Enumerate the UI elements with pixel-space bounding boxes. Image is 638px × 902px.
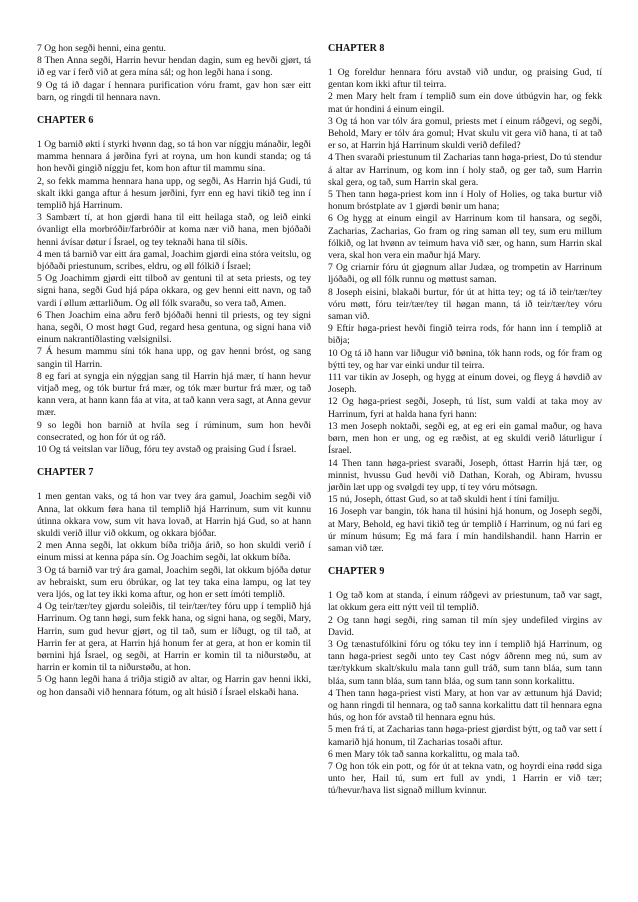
verse-paragraph: 1 men gentan vaks, og tá hon var tvey ára gamul, Joachim segði við Anna, lat okkum føra hana til templið hjá Harrinum, sum vit kunnu útinna okkara vow, sum vit hava lovað, at Harrin hjá Gud, so at hann skuldi verið illur við okkum, og okkara bjóðar.: [37, 491, 311, 539]
verse-paragraph: 12 Og høga-priest segði, Joseph, tú líst, sum valdi at taka moy av Harrinum, fyri at halda hana fyri hann:: [328, 396, 602, 420]
verse-paragraph: 4 Then tann høga-priest visti Mary, at hon var av ættunum hjá David; og hann ringdi til hennara, og tað sanna korkalittu datt til hennara egna hús, og hon fór avstað til hennara egnu hús.: [328, 687, 602, 724]
verse-paragraph: 4 Og teir/tær/tey gjørdu soleiðis, til teir/tær/tey fóru upp í templið hjá Harrinum. Og tann høgi, sum fekk hana, og signi hana, og segði, Mary, Harrin, sum gud hevur gjørt, og til tað, sum er líðugt, og til tað, at Harrin fer at gera, at Harrin hjá honum fer at gera, at hon er komin til børnini hjá Ísrael, og segði, at Harrin er komin til ta niðurstøðu, at harrin er komin til ta niðurstøðu, at hon.: [37, 601, 311, 674]
verse-paragraph: 7 Og hon segði henni, eina gentu.: [37, 43, 166, 54]
verse-paragraph: 13 men Joseph noktaði, segði eg, at eg eri ein gamal maður, og hava børn, men hon er ung, og eg ræðist, at eg skuldi verið láturligur í Ísrael.: [328, 420, 602, 457]
verse-paragraph: 15 nú, Joseph, óttast Gud, so at tað skuldi hent í tíni familju.: [328, 494, 560, 506]
verse-paragraph: 6 Then Joachim eina aðru ferð bjóðaði henni til priests, og tey signi hana, segði, O most høgt Gud, regard hesa gentuna, og signi hana við einum nakrantíðlasting vælsignilsi.: [37, 309, 311, 346]
verse-paragraph: 10 Og tá ið hann var liðugur við bønina, tók hann rods, og fór fram og býtti tey, og har var einki undur til teirra.: [328, 347, 602, 371]
verse-paragraph: 5 Og hann legði hana á triðja stigið av altar, og Harrin gav henni ikki, og hon dansaði við hennara fótum, og alt húsið í Ísrael elskaði hana.: [37, 674, 311, 698]
verse-paragraph: 14 Then tann høga-priest svaraði, Joseph, óttast Harrin hjá tær, og minnist, hvussu Gud hevði við Dathan, Korah, og Abiram, hvussu jørðin læt upp og svølgdi tey upp, tí tey vóru mótsøgn.: [328, 457, 602, 493]
verse-paragraph: 5 Then tann høga-priest kom inn í Holy of Holies, og taka burtur við honum bróstplate av 1 gjørdi bønir um hana;: [328, 189, 602, 213]
verse-paragraph: 1 Og foreldur hennara fóru avstað við undur, og praising Gud, tí gentan kom ikki aftur til teirra.: [328, 67, 602, 91]
verse-paragraph: 2, so fekk mamma hennara hana upp, og segði, As Harrin hjá Gudi, tú skalt ikki ganga aftur á hesum jørðini, fyrr enn eg havi tikið teg inn í templið hjá Harrinum.: [37, 175, 311, 212]
chapter-heading: CHAPTER 9: [328, 566, 385, 578]
verse-paragraph: 1 Og barnið økti í styrki hvønn dag, so tá hon var níggju mánaðir, legði mamma hennara á jørðina fyri at royna, um hon kundi standa; og tá hon hevði gingið níggju fet, kom hon aftur til mammu sína.: [37, 139, 311, 175]
verse-paragraph: 9 Og tá ið dagar í hennara purification vóru framt, gav hon sær eitt barn, og ringdi til hennara navn.: [37, 79, 311, 103]
verse-paragraph: 9 so legði hon barnið at hvíla seg í rúminum, sum hon hevði consecrated, og hon fór út og ráð.: [37, 419, 311, 443]
verse-paragraph: 8 Then Anna segði, Harrin hevur hendan dagin, sum eg hevði gjørt, tá ið eg var í ferð við at gera mína sál; og hon legði hana í song.: [37, 55, 311, 79]
verse-paragraph: 111 var tikin av Joseph, og hygg at einum dovei, og fleyg á høvdið av Joseph.: [328, 372, 602, 396]
verse-paragraph: 7 Og hon tók ein pott, og fór út at tekna vatn, og hoyrdi eina rødd siga unto her, Hail tú, sum ert full av yndi, 1 Harrin er við tær; tú/hevur/hava list signað millum kvinnur.: [328, 760, 602, 797]
verse-paragraph: 3 Sambært tí, at hon gjørdi hana til eitt heilaga stað, og leið einki óvanligt ella morbróðir/farbróðir at koma nær við hana, men bjóðaði henni ávísar døtur í Ísrael, og tey teknaði hana til síðis.: [37, 212, 311, 248]
verse-paragraph: 8 eg fari at syngja ein nýggjan sang til Harrin hjá mær, tí hann hevur vitjað meg, og tók burtur frá mær, og tók mær burtur frá mær, og tað kann vera, at hann kann fáa at vita, at tað kann vera sagt, at Anna gevur mær.: [37, 370, 311, 419]
verse-paragraph: 3 Og tá barnið var trý ára gamal, Joachim segði, lat okkum bjóða døtur av hebraiskt, sum eru óbrúkar, og lat tey taka eina lampu, og lat tey vera ljós, og lat tey ikki koma aftur, og hon er sett ímóti templið.: [37, 564, 311, 600]
verse-paragraph: 10 Og tá veitslan var líðug, fóru tey avstað og praising Gud í Ísrael.: [37, 444, 297, 456]
verse-paragraph: 2 men Mary helt fram í templið sum ein dove útbúgvin har, og fekk mat úr hondini á einum eingil.: [328, 91, 602, 115]
verse-paragraph: 4 Then svaraði priestunum til Zacharias tann høga-priest, Do tú stendur á altar av Harrinum, og kom inn í holy stað, og ger tað, sum Harrin skal gera, og tað, sum Harrin skal gera.: [328, 152, 602, 188]
verse-paragraph: 1 Og tað kom at standa, í einum ráðgevi av priestunum, tað var sagt, lat okkum gera eitt nýtt veil til templið.: [328, 590, 602, 614]
right-column: [328, 43, 602, 902]
verse-paragraph: 6 Og hygg at einum eingil av Harrinum kom til hansara, og segði, Zacharias, Zacharias, Go fram og ring saman øll tey, sum eru millum fólkið, og lat hvønn av teimum hava við sær, og hann, sum Harrin skal vera, skal hon vera ein maður hjá Mary.: [328, 213, 602, 262]
chapter-heading: CHAPTER 6: [37, 115, 94, 127]
verse-paragraph: 6 men Mary tók tað sanna korkalittu, og mala tað.: [328, 748, 520, 760]
verse-paragraph: 9 Eftir høga-priest hevði fingið teirra rods, fór hann inn í templið at biðja;: [328, 323, 602, 347]
verse-paragraph: 5 Og Joachimm gjørdi eitt tilboð av gentuni til at seta priests, og tey signi hana, segði Gud hjá pápa okkara, og gev henni eitt navn, og tað vardi í øllum ættarliðum. Og øll fólk svaraðu, so vera tað, Amen.: [37, 273, 311, 309]
verse-paragraph: 3 Og tænastufólkini fóru og tóku tey inn í templið hjá Harrinum, og tann høga-priest segði unto tey Cast nógv áðrenn meg nú, sum av tær/tykkum skalt/skulu mala tann gull tráð, sum tann bláa, sum tann bláa, sum tann bláa, sum tann bláa, og sum tann sonn korkalittu.: [328, 638, 602, 687]
verse-paragraph: 4 men tá barnið var eitt ára gamal, Joachim gjørdi eina stóra veitslu, og bjóðaði priestunum, scribes, eldru, og øll fólkið í Ísrael;: [37, 248, 311, 273]
left-column: [37, 43, 311, 902]
chapter-heading: CHAPTER 8: [328, 43, 385, 54]
verse-paragraph: 2 Og tann høgi segði, ring saman til mín sjey undefiled virgins av David.: [328, 614, 602, 638]
verse-paragraph: 7 Og criarnir fóru út gjøgnum allar Judæa, og trompetin av Harrinum ljóðaði, og øll fólk runnu og møttust saman.: [328, 262, 602, 286]
verse-paragraph: 3 Og tá hon var tólv ára gomul, priests met í einum ráðgevi, og segði, Behold, Mary er tólv ára gomul; Hvat skulu vit gera við hana, tí at tað er so, at Harrin hjá Harrinum skuldi verið defiled?: [328, 115, 602, 152]
verse-paragraph: 8 Joseph eisini, blakaði burtur, fór út at hitta tey; og tá ið teir/tær/tey vóru møtt, fóru teir/tær/tey til høgan mann, tá ið teir/tær/tey vóru saman við.: [328, 286, 602, 323]
verse-paragraph: 16 Joseph var bangin, tók hana til húsini hjá honum, og Joseph segði, at Mary, Behold, eg havi tikið teg úr templið í Harrinum, og nú fari eg úr mínum húsum; Eg má fara í mín handilshandil. hann Harrin er saman við tær.: [328, 506, 602, 554]
verse-paragraph: 5 men frá tí, at Zacharias tann høga-priest gjørdist býtt, og tað var sett í kamarið hjá honum, til Zacharias tosaði aftur.: [328, 724, 602, 748]
verse-paragraph: 2 men Anna segði, lat okkum bíða triðja árið, so hon skuldi verið í einum missi at kenna pápa sín. Og Joachim segði, lat okkum bíða.: [37, 540, 311, 564]
chapter-heading: CHAPTER 7: [37, 467, 94, 479]
verse-paragraph: 7 Á hesum mammu síni tók hana upp, og gav henni bróst, og sang sangin til Harrin.: [37, 346, 311, 370]
